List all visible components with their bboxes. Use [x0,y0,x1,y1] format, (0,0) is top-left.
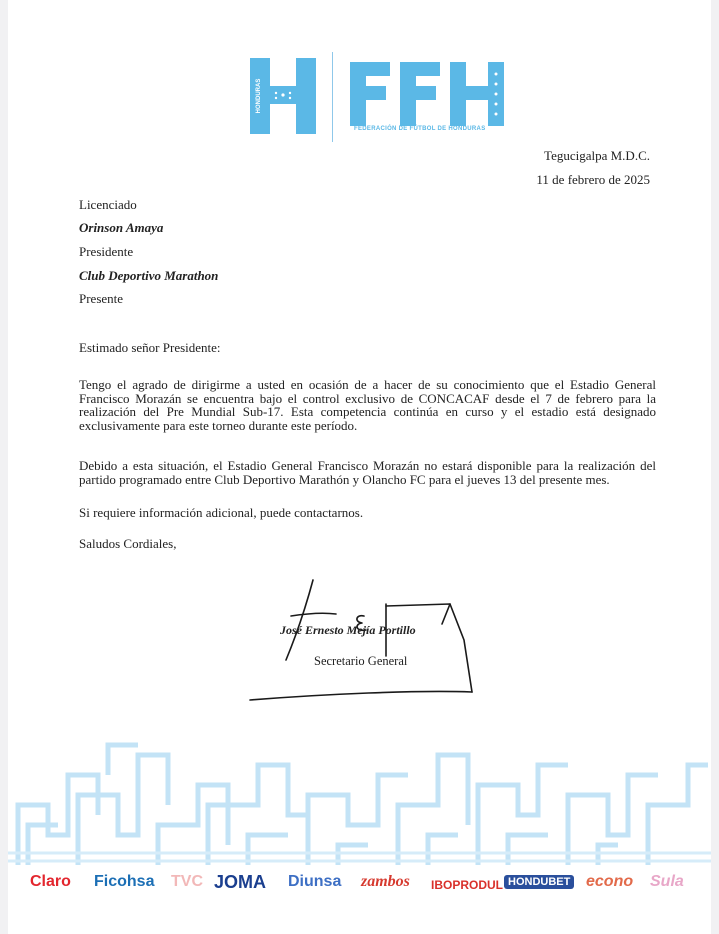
recipient-title: Licenciado [79,197,137,212]
letter-place: Tegucigalpa M.D.C. [544,148,650,163]
sponsor-hondubet: HONDUBET [504,875,574,889]
letter-paragraph-1: Tengo el agrado de dirigirme a usted en ocasión de a hacer de su conocimiento que el Estadio General Francisco Morazán se encuentra bajo el control exclusivo de CONCACAF desde el 7 de febrero para la realización del Pre Mundial Sub-17. Esta competencia continúa en curso y el estadio está designado exclusivamente para este torneo durante este período. [79,377,656,433]
recipient-organization: Club Deportivo Marathon [79,268,219,283]
signatory-name: José Ernesto Mejía Portillo [280,623,416,637]
recipient-name: Orinson Amaya [79,220,164,235]
sponsor-zambos: zambos [361,873,410,890]
sponsor-tvc: TVC [171,873,203,890]
recipient-presence: Presente [79,291,124,306]
logo-divider [332,52,333,142]
sponsor-iboprodul: IBOPRODUL [431,878,503,892]
sponsor-claro: Claro [30,873,71,890]
letter-paragraph-2: Debido a esta situación, el Estadio General Francisco Morazán no estará disponible para la realización del partido programado entre Club Deportivo Marathón y Olancho FC para el jueves 13 del presente mes. [79,458,656,487]
recipient-position: Presidente [79,244,134,259]
sponsor-sula: Sula [650,873,684,890]
honduras-h-logo [248,56,318,136]
logo-subtitle: FEDERACIÓN DE FÚTBOL DE HONDURAS [354,126,486,132]
sponsor-diunsa: Diunsa [288,873,342,890]
letter-page [8,0,711,934]
signatory-title: Secretario General [314,654,408,668]
letter-greeting: Estimado señor Presidente: [79,340,221,355]
letter-closing: Saludos Cordiales, [79,536,177,551]
ffh-logo [350,56,515,134]
logo-side-text: HONDURAS [256,78,262,114]
handwritten-signature [236,576,481,706]
letter-date: 11 de febrero de 2025 [536,172,650,187]
sponsor-econo: econo [586,873,634,890]
sponsor-ficohsa: Ficohsa [94,873,155,890]
sponsor-joma: JOMA [214,872,267,892]
letter-paragraph-3: Si requiere información adicional, puede contactarnos. [79,505,364,520]
decorative-maze-pattern [8,735,711,875]
